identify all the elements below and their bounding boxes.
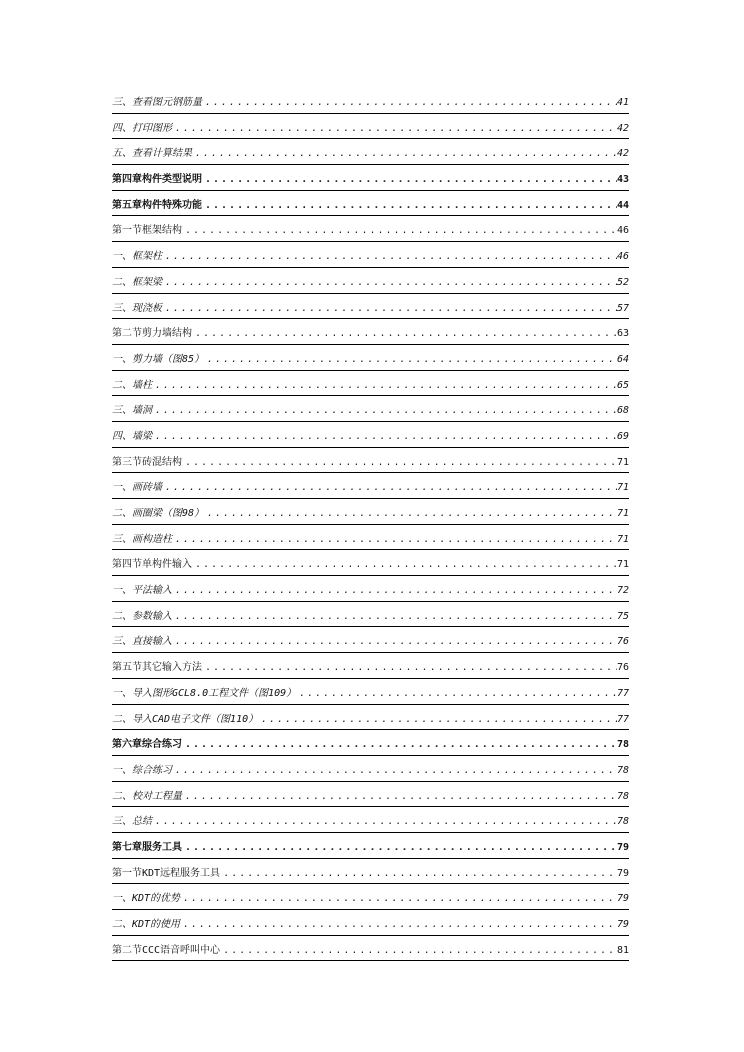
toc-entry-page-number: 69 [616, 430, 629, 442]
toc-entry-sub[interactable] [112, 139, 629, 165]
toc-entry-title: 一、画砖墙 [112, 482, 162, 494]
toc-entry-page-number: 52 [616, 276, 629, 288]
toc-entry-title: 第六章综合练习 [112, 739, 182, 751]
toc-entry-sub[interactable] [112, 294, 629, 320]
toc-entry-sub[interactable] [112, 242, 629, 268]
toc-entry-section[interactable] [112, 216, 629, 242]
toc-entry-title: 三、现浇板 [112, 302, 162, 314]
toc-leader-dots [180, 919, 617, 930]
toc-entry-page-number: 75 [616, 610, 629, 622]
toc-entry-page-number: 78 [616, 764, 629, 776]
toc-entry-section[interactable] [112, 550, 629, 576]
toc-leader-dots [172, 585, 617, 596]
toc-leader-dots [152, 380, 617, 391]
toc-leader-dots [182, 225, 617, 236]
toc-entry-sub[interactable] [112, 268, 629, 294]
toc-entry-page-number: 77 [616, 713, 629, 725]
toc-entry-chapter[interactable] [112, 730, 629, 756]
toc-entry-page-number: 71 [616, 482, 629, 494]
toc-entry-title: 二、校对工程量 [112, 790, 182, 802]
toc-leader-dots [182, 739, 617, 750]
toc-entry-sub[interactable] [112, 705, 629, 731]
toc-entry-title: 五、查看计算结果 [112, 148, 192, 160]
toc-entry-sub[interactable] [112, 345, 629, 371]
toc-leader-dots [152, 816, 617, 827]
toc-entry-sub[interactable] [112, 396, 629, 422]
toc-entry-page-number: 77 [616, 687, 629, 699]
toc-leader-dots [202, 200, 617, 211]
toc-leader-dots [162, 251, 617, 262]
toc-entry-title: 第四节单构件输入 [112, 559, 192, 571]
toc-entry-title: 二、墙柱 [112, 379, 152, 391]
toc-entry-title: 第二节CCC语音呼叫中心 [112, 944, 221, 956]
toc-entry-page-number: 72 [616, 585, 629, 597]
toc-entry-title: 二、画圈梁（图98） [112, 508, 205, 519]
toc-leader-dots [162, 482, 617, 493]
toc-entry-sub[interactable] [112, 884, 629, 910]
toc-entry-title: 第三节砖混结构 [112, 456, 182, 468]
toc-entry-title: 二、参数输入 [112, 610, 172, 622]
toc-entry-page-number: 57 [616, 302, 629, 314]
toc-leader-dots [192, 148, 617, 159]
toc-entry-title: 一、导入图形GCL8.0工程文件（图109） [112, 687, 297, 699]
toc-leader-dots [152, 431, 617, 442]
toc-entry-title: 一、KDT的优势 [112, 893, 181, 905]
toc-entry-title: 第二节剪力墙结构 [112, 328, 192, 340]
toc-entry-title: 二、KDT的使用 [112, 919, 181, 930]
toc-entry-title: 第一节KDT远程服务工具 [112, 867, 221, 879]
toc-entry-page-number: 46 [616, 225, 629, 237]
toc-entry-page-number: 44 [616, 199, 629, 211]
toc-entry-page-number: 71 [616, 508, 629, 519]
toc-entry-sub[interactable] [112, 602, 629, 628]
toc-entry-section[interactable] [112, 448, 629, 474]
toc-leader-dots [202, 97, 617, 108]
toc-entry-section[interactable] [112, 859, 629, 885]
toc-entry-page-number: 46 [616, 251, 629, 263]
toc-entry-sub[interactable] [112, 371, 629, 397]
toc-entry-title: 第五节其它输入方法 [112, 662, 202, 674]
toc-leader-dots [172, 534, 617, 545]
toc-entry-sub[interactable] [112, 88, 629, 114]
toc-entry-title: 第五章构件特殊功能 [112, 199, 202, 211]
toc-leader-dots [162, 303, 617, 314]
toc-entry-page-number: 79 [616, 919, 629, 930]
toc-leader-dots [204, 508, 617, 519]
toc-leader-dots [220, 945, 617, 956]
toc-entry-sub[interactable] [112, 807, 629, 833]
toc-entry-sub[interactable] [112, 525, 629, 551]
toc-entry-title: 四、打印图形 [112, 122, 172, 134]
toc-leader-dots [172, 765, 617, 776]
toc-entry-title: 一、综合练习 [112, 764, 172, 776]
toc-leader-dots [162, 277, 617, 288]
toc-leader-dots [172, 636, 617, 647]
toc-leader-dots [152, 405, 617, 416]
toc-entry-page-number: 71 [616, 533, 629, 545]
toc-entry-page-number: 76 [616, 636, 629, 648]
toc-entry-page-number: 63 [616, 328, 629, 340]
toc-entry-title: 一、剪力墙（图85） [112, 353, 205, 365]
toc-entry-title: 三、总结 [112, 816, 152, 828]
toc-entry-page-number: 68 [616, 405, 629, 417]
toc-entry-page-number: 78 [616, 816, 629, 828]
toc-entry-title: 四、墙梁 [112, 430, 152, 442]
toc-entry-page-number: 78 [616, 790, 629, 802]
toc-entry-page-number: 71 [616, 456, 629, 468]
toc-leader-dots [296, 688, 617, 699]
toc-entry-sub[interactable] [112, 679, 629, 705]
toc-entry-page-number: 64 [616, 353, 629, 365]
toc-entry-page-number: 79 [616, 893, 629, 905]
toc-entry-page-number: 76 [616, 662, 629, 674]
toc-leader-dots [192, 559, 617, 570]
toc-entry-page-number: 42 [616, 122, 629, 134]
toc-entry-page-number: 79 [616, 841, 629, 853]
toc-entry-sub[interactable] [112, 756, 629, 782]
toc-entry-sub[interactable] [112, 473, 629, 499]
toc-leader-dots [202, 174, 617, 185]
toc-entry-page-number: 79 [616, 867, 629, 879]
toc-entry-page-number: 81 [616, 944, 629, 956]
toc-leader-dots [180, 893, 617, 904]
toc-entry-page-number: 65 [616, 379, 629, 391]
toc-entry-sub[interactable] [112, 782, 629, 808]
toc-entry-section[interactable] [112, 936, 629, 962]
toc-leader-dots [258, 714, 617, 725]
toc-entry-section[interactable] [112, 653, 629, 679]
toc-entry-sub[interactable] [112, 627, 629, 653]
toc-leader-dots [172, 611, 617, 622]
toc-entry-chapter[interactable] [112, 165, 629, 191]
toc-entry-title: 三、查看图元钢筋量 [112, 97, 202, 108]
toc-entry-title: 第一节框架结构 [112, 225, 182, 237]
toc-entry-title: 三、直接输入 [112, 636, 172, 648]
toc-leader-dots [182, 791, 617, 802]
toc-entry-sub[interactable] [112, 114, 629, 140]
toc-leader-dots [182, 457, 617, 468]
toc-entry-page-number: 78 [616, 739, 629, 751]
toc-leader-dots [204, 354, 617, 365]
toc-leader-dots [192, 328, 617, 339]
toc-entry-title: 三、墙洞 [112, 405, 152, 417]
toc-entry-sub[interactable] [112, 576, 629, 602]
toc-entry-title: 三、画构造柱 [112, 533, 172, 545]
toc-entry-chapter[interactable] [112, 833, 629, 859]
toc-entry-page-number: 41 [616, 97, 629, 108]
toc-entry-page-number: 42 [616, 148, 629, 160]
toc-entry-page-number: 43 [616, 174, 629, 186]
toc-entry-title: 第四章构件类型说明 [112, 174, 202, 186]
toc-entry-title: 二、框架梁 [112, 276, 162, 288]
toc-entry-page-number: 71 [616, 559, 629, 571]
toc-entry-title: 一、框架柱 [112, 251, 162, 263]
toc-leader-dots [202, 662, 617, 673]
toc-entry-chapter[interactable] [112, 191, 629, 217]
table-of-contents [112, 88, 629, 961]
toc-entry-title: 第七章服务工具 [112, 841, 182, 853]
toc-entry-title: 二、导入CAD电子文件（图110） [112, 713, 259, 725]
toc-entry-sub[interactable] [112, 422, 629, 448]
toc-entry-sub[interactable] [112, 499, 629, 525]
toc-entry-title: 一、平法输入 [112, 585, 172, 597]
toc-entry-sub[interactable] [112, 910, 629, 936]
toc-entry-section[interactable] [112, 319, 629, 345]
toc-leader-dots [220, 868, 617, 879]
toc-leader-dots [172, 123, 617, 134]
toc-leader-dots [182, 842, 617, 853]
